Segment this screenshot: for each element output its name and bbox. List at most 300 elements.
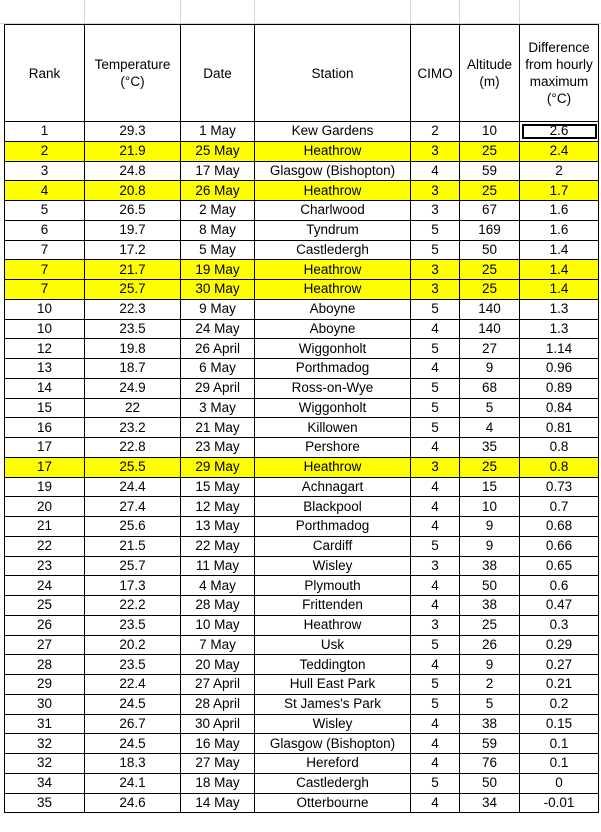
cell-cimo[interactable]: 3 — [411, 201, 460, 221]
cell-difference[interactable]: 1.3 — [520, 299, 599, 319]
cell-difference[interactable]: 0.96 — [520, 359, 599, 379]
cell-station[interactable]: Hull East Park — [255, 675, 411, 695]
cell-station[interactable]: Porthmadog — [255, 359, 411, 379]
cell-rank[interactable]: 2 — [5, 141, 85, 161]
cell-rank[interactable]: 7 — [5, 260, 85, 280]
cell-difference[interactable]: 0.1 — [520, 754, 599, 774]
cell-cimo[interactable]: 5 — [411, 773, 460, 793]
cell-difference[interactable]: 1.14 — [520, 339, 599, 359]
cell-date[interactable]: 14 May — [181, 793, 255, 813]
cell-temperature[interactable]: 27.4 — [85, 497, 181, 517]
cell-difference[interactable]: 1.6 — [520, 220, 599, 240]
cell-altitude[interactable]: 27 — [460, 339, 520, 359]
table-row — [5, 576, 599, 596]
cell-cimo[interactable]: 5 — [411, 339, 460, 359]
cell-station[interactable]: Aboyne — [255, 319, 411, 339]
table-row — [5, 477, 599, 497]
cell-temperature[interactable]: 24.5 — [85, 734, 181, 754]
cell-altitude[interactable]: 38 — [460, 714, 520, 734]
table-row — [5, 714, 599, 734]
cell-altitude[interactable]: 26 — [460, 635, 520, 655]
cell-station[interactable]: Heathrow — [255, 141, 411, 161]
cell-difference[interactable]: 0.89 — [520, 378, 599, 398]
table-row — [5, 260, 599, 280]
cell-station[interactable]: Aboyne — [255, 299, 411, 319]
cell-date[interactable]: 13 May — [181, 517, 255, 537]
cell-rank[interactable]: 23 — [5, 556, 85, 576]
cell-cimo[interactable]: 4 — [411, 754, 460, 774]
cell-rank[interactable]: 12 — [5, 339, 85, 359]
cell-date[interactable]: 29 May — [181, 457, 255, 477]
cell-difference[interactable]: 1.4 — [520, 280, 599, 300]
cell-temperature[interactable]: 21.7 — [85, 260, 181, 280]
cell-temperature[interactable]: 17.2 — [85, 240, 181, 260]
cell-temperature[interactable]: 24.1 — [85, 773, 181, 793]
cell-altitude[interactable]: 140 — [460, 319, 520, 339]
cell-difference[interactable]: 0.81 — [520, 418, 599, 438]
cell-station[interactable]: Wiggonholt — [255, 398, 411, 418]
cell-difference[interactable]: 0.7 — [520, 497, 599, 517]
cell-altitude[interactable]: 35 — [460, 438, 520, 458]
table-row — [5, 675, 599, 695]
cell-temperature[interactable]: 21.9 — [85, 141, 181, 161]
cell-rank[interactable]: 19 — [5, 477, 85, 497]
cell-station[interactable]: Frittenden — [255, 596, 411, 616]
cell-difference[interactable]: 0.15 — [520, 714, 599, 734]
cell-altitude[interactable]: 9 — [460, 517, 520, 537]
cell-date[interactable]: 4 May — [181, 576, 255, 596]
cell-date[interactable]: 27 April — [181, 675, 255, 695]
cell-altitude[interactable]: 67 — [460, 201, 520, 221]
cell-date[interactable]: 17 May — [181, 161, 255, 181]
cell-date[interactable]: 21 May — [181, 418, 255, 438]
cell-rank[interactable]: 34 — [5, 773, 85, 793]
cell-rank[interactable]: 26 — [5, 615, 85, 635]
cell-date[interactable]: 23 May — [181, 438, 255, 458]
cell-station[interactable]: Usk — [255, 635, 411, 655]
cell-cimo[interactable]: 5 — [411, 536, 460, 556]
cell-date[interactable]: 19 May — [181, 260, 255, 280]
cell-difference[interactable]: 0.2 — [520, 694, 599, 714]
table-row — [5, 122, 599, 142]
cell-difference[interactable]: 1.4 — [520, 260, 599, 280]
grid-divider — [459, 0, 460, 24]
cell-temperature[interactable]: 22.4 — [85, 675, 181, 695]
table-row — [5, 280, 599, 300]
cell-difference[interactable]: 0.27 — [520, 655, 599, 675]
table-row — [5, 359, 599, 379]
cell-date[interactable]: 5 May — [181, 240, 255, 260]
cell-rank[interactable]: 28 — [5, 655, 85, 675]
cell-cimo[interactable]: 5 — [411, 398, 460, 418]
cell-rank[interactable]: 1 — [5, 122, 85, 142]
cell-station[interactable]: Castledergh — [255, 240, 411, 260]
cell-station[interactable]: Teddington — [255, 655, 411, 675]
cell-station[interactable]: Blackpool — [255, 497, 411, 517]
cell-rank[interactable]: 24 — [5, 576, 85, 596]
header-station[interactable]: Station — [255, 25, 411, 122]
grid-divider — [180, 0, 181, 24]
cell-rank[interactable]: 35 — [5, 793, 85, 813]
cell-rank[interactable]: 31 — [5, 714, 85, 734]
grid-divider — [254, 0, 255, 24]
cell-station[interactable]: Hereford — [255, 754, 411, 774]
cell-rank[interactable]: 20 — [5, 497, 85, 517]
cell-cimo[interactable]: 3 — [411, 280, 460, 300]
cell-station[interactable]: Pershore — [255, 438, 411, 458]
cell-date[interactable]: 11 May — [181, 556, 255, 576]
cell-altitude[interactable]: 50 — [460, 576, 520, 596]
cell-date[interactable]: 29 April — [181, 378, 255, 398]
cell-station[interactable]: Castledergh — [255, 773, 411, 793]
cell-temperature[interactable]: 22 — [85, 398, 181, 418]
table-row — [5, 536, 599, 556]
cell-rank[interactable]: 32 — [5, 754, 85, 774]
cell-temperature[interactable]: 24.4 — [85, 477, 181, 497]
header-altitude-label: Altitude (m) — [466, 57, 513, 89]
table-body — [5, 122, 599, 813]
cell-altitude[interactable]: 15 — [460, 477, 520, 497]
cell-difference[interactable]: -0.01 — [520, 793, 599, 813]
cell-altitude[interactable]: 10 — [460, 497, 520, 517]
cell-rank[interactable]: 7 — [5, 240, 85, 260]
cell-temperature[interactable]: 21.5 — [85, 536, 181, 556]
cell-altitude[interactable]: 25 — [460, 181, 520, 201]
table-row — [5, 418, 599, 438]
cell-rank[interactable]: 17 — [5, 457, 85, 477]
header-temperature-label: Temperature (°C) — [94, 57, 171, 89]
cell-altitude[interactable]: 34 — [460, 793, 520, 813]
cell-difference[interactable]: 1.6 — [520, 201, 599, 221]
cell-altitude[interactable]: 38 — [460, 556, 520, 576]
cell-rank[interactable]: 6 — [5, 220, 85, 240]
cell-temperature[interactable]: 24.8 — [85, 161, 181, 181]
cell-date[interactable]: 7 May — [181, 635, 255, 655]
cell-station[interactable]: Heathrow — [255, 457, 411, 477]
table-row — [5, 141, 599, 161]
cell-date[interactable]: 27 May — [181, 754, 255, 774]
cell-cimo[interactable]: 4 — [411, 655, 460, 675]
cell-temperature[interactable]: 17.3 — [85, 576, 181, 596]
cell-temperature[interactable]: 22.3 — [85, 299, 181, 319]
cell-difference[interactable]: 0.65 — [520, 556, 599, 576]
cell-date[interactable]: 15 May — [181, 477, 255, 497]
cell-cimo[interactable]: 4 — [411, 793, 460, 813]
cell-altitude[interactable]: 59 — [460, 734, 520, 754]
cell-cimo[interactable]: 4 — [411, 576, 460, 596]
table-row — [5, 161, 599, 181]
cell-difference[interactable]: 1.7 — [520, 181, 599, 201]
cell-date[interactable]: 24 May — [181, 319, 255, 339]
cell-station[interactable]: Charlwood — [255, 201, 411, 221]
cell-altitude[interactable]: 140 — [460, 299, 520, 319]
cell-date[interactable]: 3 May — [181, 398, 255, 418]
cell-cimo[interactable]: 5 — [411, 240, 460, 260]
cell-station[interactable]: Heathrow — [255, 181, 411, 201]
table-row — [5, 339, 599, 359]
cell-altitude[interactable]: 5 — [460, 694, 520, 714]
table-row — [5, 497, 599, 517]
cell-rank[interactable]: 32 — [5, 734, 85, 754]
cell-cimo[interactable]: 4 — [411, 497, 460, 517]
cell-temperature[interactable]: 18.3 — [85, 754, 181, 774]
cell-cimo[interactable]: 3 — [411, 260, 460, 280]
cell-date[interactable]: 26 May — [181, 181, 255, 201]
cell-station[interactable]: Wiggonholt — [255, 339, 411, 359]
cell-temperature[interactable]: 23.5 — [85, 319, 181, 339]
table-row — [5, 793, 599, 813]
cell-difference[interactable]: 0.84 — [520, 398, 599, 418]
cell-altitude[interactable]: 76 — [460, 754, 520, 774]
cell-altitude[interactable]: 2 — [460, 675, 520, 695]
cell-rank[interactable]: 4 — [5, 181, 85, 201]
cell-temperature[interactable]: 24.6 — [85, 793, 181, 813]
cell-cimo[interactable]: 4 — [411, 359, 460, 379]
table-row — [5, 457, 599, 477]
cell-rank[interactable]: 3 — [5, 161, 85, 181]
cell-cimo[interactable]: 5 — [411, 418, 460, 438]
cell-difference[interactable]: 0.3 — [520, 615, 599, 635]
table-row — [5, 299, 599, 319]
cell-difference[interactable]: 2.6 — [520, 122, 599, 142]
cell-difference[interactable]: 2 — [520, 161, 599, 181]
cell-station[interactable]: Heathrow — [255, 280, 411, 300]
cell-rank[interactable]: 14 — [5, 378, 85, 398]
empty-grid-row — [0, 0, 601, 24]
cell-temperature[interactable]: 20.8 — [85, 181, 181, 201]
cell-difference[interactable]: 0.8 — [520, 457, 599, 477]
cell-difference[interactable]: 0.73 — [520, 477, 599, 497]
cell-altitude[interactable]: 50 — [460, 240, 520, 260]
cell-temperature[interactable]: 25.7 — [85, 280, 181, 300]
header-altitude[interactable] — [460, 25, 520, 122]
cell-altitude[interactable]: 10 — [460, 122, 520, 142]
cell-temperature[interactable]: 25.5 — [85, 457, 181, 477]
table-row — [5, 398, 599, 418]
cell-altitude[interactable]: 25 — [460, 280, 520, 300]
header-temperature[interactable] — [85, 25, 181, 122]
cell-date[interactable]: 10 May — [181, 615, 255, 635]
cell-temperature[interactable]: 22.8 — [85, 438, 181, 458]
cell-difference[interactable]: 1.3 — [520, 319, 599, 339]
cell-station[interactable]: Heathrow — [255, 615, 411, 635]
cell-rank[interactable]: 10 — [5, 319, 85, 339]
cell-altitude[interactable]: 5 — [460, 398, 520, 418]
cell-rank[interactable]: 27 — [5, 635, 85, 655]
table-row — [5, 319, 599, 339]
cell-temperature[interactable]: 18.7 — [85, 359, 181, 379]
table-row — [5, 517, 599, 537]
cell-cimo[interactable]: 4 — [411, 734, 460, 754]
cell-date[interactable]: 16 May — [181, 734, 255, 754]
table-row — [5, 734, 599, 754]
cell-rank[interactable]: 15 — [5, 398, 85, 418]
cell-date[interactable]: 9 May — [181, 299, 255, 319]
cell-rank[interactable]: 16 — [5, 418, 85, 438]
cell-cimo[interactable]: 4 — [411, 596, 460, 616]
cell-rank[interactable]: 5 — [5, 201, 85, 221]
table-row — [5, 694, 599, 714]
cell-station[interactable]: Ross-on-Wye — [255, 378, 411, 398]
cell-cimo[interactable]: 5 — [411, 220, 460, 240]
cell-cimo[interactable]: 4 — [411, 438, 460, 458]
table-row — [5, 438, 599, 458]
cell-temperature[interactable]: 22.2 — [85, 596, 181, 616]
header-difference[interactable] — [520, 25, 599, 122]
cell-temperature[interactable]: 25.7 — [85, 556, 181, 576]
cell-date[interactable]: 2 May — [181, 201, 255, 221]
cell-date[interactable]: 1 May — [181, 122, 255, 142]
cell-cimo[interactable]: 4 — [411, 161, 460, 181]
table-row — [5, 240, 599, 260]
cell-rank[interactable]: 10 — [5, 299, 85, 319]
cell-difference[interactable]: 0.8 — [520, 438, 599, 458]
cell-altitude[interactable]: 50 — [460, 773, 520, 793]
temperature-ranking-table — [4, 24, 599, 813]
cell-cimo[interactable]: 5 — [411, 694, 460, 714]
cell-station[interactable]: St James's Park — [255, 694, 411, 714]
cell-date[interactable]: 30 April — [181, 714, 255, 734]
table-row — [5, 655, 599, 675]
cell-altitude[interactable]: 25 — [460, 260, 520, 280]
cell-altitude[interactable]: 59 — [460, 161, 520, 181]
cell-rank[interactable]: 7 — [5, 280, 85, 300]
header-row — [5, 25, 599, 122]
cell-station[interactable]: Wisley — [255, 556, 411, 576]
cell-cimo[interactable]: 5 — [411, 378, 460, 398]
cell-date[interactable]: 26 April — [181, 339, 255, 359]
table-row — [5, 556, 599, 576]
table-row — [5, 754, 599, 774]
cell-cimo[interactable]: 5 — [411, 635, 460, 655]
table-row — [5, 596, 599, 616]
cell-cimo[interactable]: 2 — [411, 122, 460, 142]
cell-date[interactable]: 28 May — [181, 596, 255, 616]
cell-rank[interactable]: 25 — [5, 596, 85, 616]
cell-station[interactable]: Heathrow — [255, 260, 411, 280]
cell-rank[interactable]: 29 — [5, 675, 85, 695]
cell-difference[interactable]: 0.21 — [520, 675, 599, 695]
cell-cimo[interactable]: 4 — [411, 477, 460, 497]
cell-cimo[interactable]: 4 — [411, 319, 460, 339]
cell-rank[interactable]: 17 — [5, 438, 85, 458]
cell-difference[interactable]: 0 — [520, 773, 599, 793]
cell-date[interactable]: 6 May — [181, 359, 255, 379]
cell-altitude[interactable]: 38 — [460, 596, 520, 616]
cell-rank[interactable]: 30 — [5, 694, 85, 714]
cell-date[interactable]: 28 April — [181, 694, 255, 714]
cell-difference[interactable]: 0.68 — [520, 517, 599, 537]
table-row — [5, 220, 599, 240]
cell-altitude[interactable]: 9 — [460, 536, 520, 556]
table-row — [5, 773, 599, 793]
header-difference-label: Difference from hourly maximum (°C) — [525, 40, 593, 106]
grid-divider — [84, 0, 85, 24]
cell-temperature[interactable]: 20.2 — [85, 635, 181, 655]
cell-difference[interactable]: 2.4 — [520, 141, 599, 161]
cell-date[interactable]: 30 May — [181, 280, 255, 300]
cell-temperature[interactable]: 24.5 — [85, 694, 181, 714]
cell-rank[interactable]: 21 — [5, 517, 85, 537]
cell-station[interactable]: Glasgow (Bishopton) — [255, 161, 411, 181]
cell-date[interactable]: 12 May — [181, 497, 255, 517]
cell-altitude[interactable]: 9 — [460, 655, 520, 675]
cell-temperature[interactable]: 25.6 — [85, 517, 181, 537]
cell-temperature[interactable]: 23.5 — [85, 615, 181, 635]
header-date[interactable]: Date — [181, 25, 255, 122]
cell-date[interactable]: 18 May — [181, 773, 255, 793]
cell-cimo[interactable]: 3 — [411, 181, 460, 201]
cell-cimo[interactable]: 3 — [411, 615, 460, 635]
table-row — [5, 378, 599, 398]
cell-cimo[interactable]: 4 — [411, 714, 460, 734]
cell-temperature[interactable]: 19.7 — [85, 220, 181, 240]
cell-altitude[interactable]: 25 — [460, 457, 520, 477]
cell-station[interactable]: Killowen — [255, 418, 411, 438]
cell-cimo[interactable]: 3 — [411, 556, 460, 576]
cell-difference[interactable]: 0.47 — [520, 596, 599, 616]
cell-altitude[interactable]: 25 — [460, 141, 520, 161]
grid-divider — [519, 0, 520, 24]
cell-difference[interactable]: 1.4 — [520, 240, 599, 260]
cell-difference[interactable]: 0.29 — [520, 635, 599, 655]
table-row — [5, 635, 599, 655]
cell-altitude[interactable]: 68 — [460, 378, 520, 398]
cell-altitude[interactable]: 4 — [460, 418, 520, 438]
table-row — [5, 181, 599, 201]
cell-difference[interactable]: 0.6 — [520, 576, 599, 596]
cell-difference[interactable]: 0.66 — [520, 536, 599, 556]
cell-cimo[interactable]: 3 — [411, 141, 460, 161]
cell-station[interactable]: Otterbourne — [255, 793, 411, 813]
cell-date[interactable]: 22 May — [181, 536, 255, 556]
cell-station[interactable]: Kew Gardens — [255, 122, 411, 142]
cell-difference[interactable]: 0.1 — [520, 734, 599, 754]
cell-altitude[interactable]: 9 — [460, 359, 520, 379]
cell-cimo[interactable]: 3 — [411, 457, 460, 477]
cell-temperature[interactable]: 26.5 — [85, 201, 181, 221]
cell-station[interactable]: Porthmadog — [255, 517, 411, 537]
cell-temperature[interactable]: 24.9 — [85, 378, 181, 398]
cell-station[interactable]: Cardiff — [255, 536, 411, 556]
cell-station[interactable]: Tyndrum — [255, 220, 411, 240]
cell-station[interactable]: Glasgow (Bishopton) — [255, 734, 411, 754]
cell-temperature[interactable]: 23.5 — [85, 655, 181, 675]
cell-rank[interactable]: 13 — [5, 359, 85, 379]
cell-altitude[interactable]: 169 — [460, 220, 520, 240]
grid-divider — [410, 0, 411, 24]
cell-rank[interactable]: 22 — [5, 536, 85, 556]
table-row — [5, 615, 599, 635]
header-rank[interactable]: Rank — [5, 25, 85, 122]
cell-date[interactable]: 8 May — [181, 220, 255, 240]
cell-temperature[interactable]: 19.8 — [85, 339, 181, 359]
header-cimo[interactable]: CIMO — [411, 25, 460, 122]
cell-cimo[interactable]: 5 — [411, 675, 460, 695]
cell-date[interactable]: 25 May — [181, 141, 255, 161]
cell-altitude[interactable]: 25 — [460, 615, 520, 635]
cell-station[interactable]: Achnagart — [255, 477, 411, 497]
table-row — [5, 201, 599, 221]
cell-cimo[interactable]: 5 — [411, 299, 460, 319]
cell-date[interactable]: 20 May — [181, 655, 255, 675]
cell-temperature[interactable]: 29.3 — [85, 122, 181, 142]
cell-temperature[interactable]: 23.2 — [85, 418, 181, 438]
cell-station[interactable]: Wisley — [255, 714, 411, 734]
cell-station[interactable]: Plymouth — [255, 576, 411, 596]
cell-temperature[interactable]: 26.7 — [85, 714, 181, 734]
cell-cimo[interactable]: 4 — [411, 517, 460, 537]
